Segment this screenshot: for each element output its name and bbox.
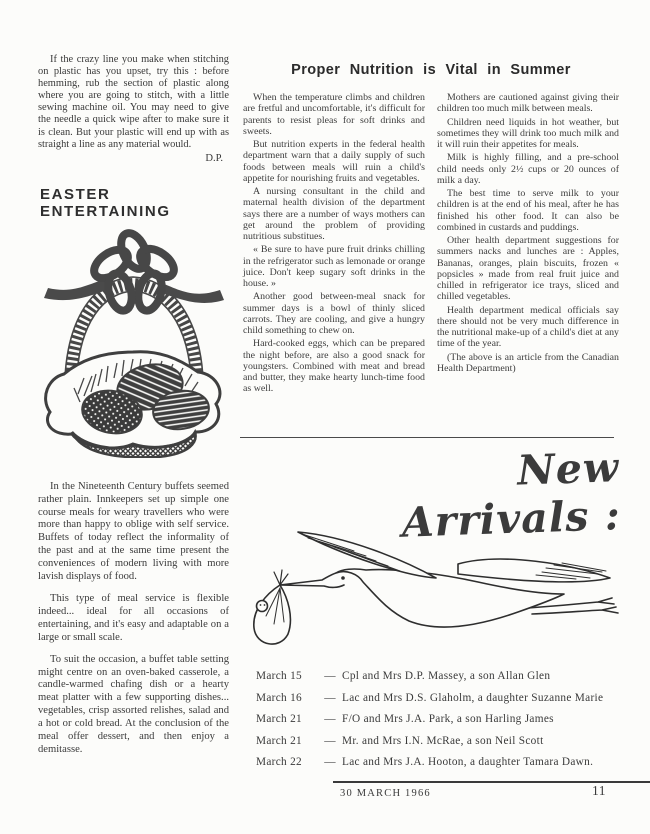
nutrition-article-title: Proper Nutrition is Vital in Summer xyxy=(291,62,571,78)
arrival-row xyxy=(256,752,626,774)
nutrition-paragraph: The best time to serve milk to your children is at the end of his meal, after he has finished his other food. It can also be combined in custards and puddings. xyxy=(437,188,619,233)
nutrition-paragraph: « Be sure to have pure fruit drinks chilling in the refrigerator such as lemonade or orange juice. Don't keep sugary soft drinks in the house. » xyxy=(243,244,425,289)
nutrition-paragraph: Hard-cooked eggs, which can be prepared the night before, are also a good snack for youngsters. Combined with meat and bread and butter, they make hearty lunch-time food as well. xyxy=(243,338,425,395)
arrival-text: Lac and Mrs D.S. Glaholm, a daughter Suzanne Marie xyxy=(342,691,604,704)
arrival-text: F/O and Mrs J.A. Park, a son Harling James xyxy=(342,713,554,725)
arrival-date: March 22 xyxy=(256,756,303,768)
nutrition-column-1 xyxy=(243,92,425,397)
arrival-text: Mr. and Mrs I.N. McRae, a son Neil Scott xyxy=(342,734,544,747)
arrival-row xyxy=(256,688,626,710)
arrival-date: March 15 xyxy=(256,670,303,682)
sewing-tip-paragraph: If the crazy line you make when stitching on plastic has you upset, try this : before hemming, rub the section of plastic along where you are going to stitch, with a little sewing machine oil. You may need to give the needle a quick wipe after to make sure it is clean. But your plastic will end up with as straight a line as any material would. xyxy=(38,54,229,150)
arrival-row xyxy=(256,666,626,688)
arrival-dash: — xyxy=(324,756,336,768)
new-arrivals-heading: New Arrivals : xyxy=(401,443,622,547)
page-number: 11 xyxy=(592,783,606,798)
arrival-row xyxy=(256,731,626,753)
arrival-dash: — xyxy=(324,691,336,704)
nutrition-paragraph: But nutrition experts in the federal health department warn that a daily supply of such foods between meals will ruin a child's appetite for nourishing fruits and vegetables. xyxy=(243,139,425,184)
nutrition-article xyxy=(243,62,619,397)
arrival-row xyxy=(256,709,626,731)
nutrition-paragraph: Another good between-meal snack for summer days is a bowl of thinly sliced carrots. They are cooling, and give a hungry child something to chew on. xyxy=(243,291,425,336)
arrival-dash: — xyxy=(324,734,336,747)
easter-entertaining-heading: EASTER ENTERTAINING xyxy=(40,185,171,220)
footer-date: 30 MARCH 1966 xyxy=(340,788,431,799)
arrival-date: March 21 xyxy=(256,713,303,725)
arrival-dash: — xyxy=(324,713,336,725)
easter-basket-icon xyxy=(38,226,229,458)
nutrition-paragraph: When the temperature climbs and children are fretful and uncomfortable, it's difficult for parents to resist pleas for soft drinks and sweets. xyxy=(243,92,425,137)
buffet-paragraph: To suit the occasion, a buffet table setting might centre on an oven-baked casserole, a candle-warmed chafing dish or a hearty meat platter with a few supporting dishes... vegetables, crisp assorted relishes, salad and a hot or cold bread. At the conclusion of the meal offer dessert, and then enjoy a demitasse. xyxy=(38,653,229,755)
nutrition-paragraph: A nursing consultant in the child and maternal health division of the department says there are a number of ways mothers can get around the problem of providing nutritious substitues. xyxy=(243,186,425,242)
arrival-date: March 21 xyxy=(256,734,303,747)
new-arrivals-list xyxy=(256,666,626,774)
stork-icon xyxy=(246,516,628,666)
buffet-article xyxy=(38,481,229,757)
sewing-tip-signature: D.P. xyxy=(205,152,223,164)
nutrition-paragraph: Milk is highly filling, and a pre-school child needs only 2½ cups or 20 ounces of milk a day. xyxy=(437,152,619,186)
arrival-text: Lac and Mrs J.A. Hooton, a daughter Tamara Dawn. xyxy=(342,756,594,768)
arrival-dash: — xyxy=(324,670,336,682)
nutrition-paragraph: Children need liquids in hot weather, but sometimes they will drink too much milk and it will ruin their appetites for meals. xyxy=(437,116,619,150)
buffet-paragraph: This type of meal service is flexible indeed... ideal for all occasions of entertaining, and it's easy and adaptable on a large or small scale. xyxy=(38,593,229,643)
arrival-date: March 16 xyxy=(256,691,303,704)
nutrition-column-2 xyxy=(437,92,619,397)
nutrition-paragraph: Mothers are cautioned against giving their children too much milk between meals. xyxy=(437,92,619,115)
stork-illustration xyxy=(246,516,628,671)
nutrition-paragraph: Other health department suggestions for summers nacks and lunches are : Apples, Bananas, oranges, plain biscuits, frozen « popsicles » made from real fruit juice and chilled in refrigerator ice trays, sliced and chilled vegetables. xyxy=(437,235,619,303)
nutrition-paragraph: Health department medical officials say there should not be very much difference in the nutritional make-up of a child's diet at any time of the year. xyxy=(437,304,619,350)
left-column xyxy=(38,54,229,766)
arrival-text: Cpl and Mrs D.P. Massey, a son Allan Glen xyxy=(342,670,551,682)
nutrition-columns xyxy=(243,92,619,397)
section-divider-rule xyxy=(240,437,614,438)
nutrition-paragraph: (The above is an article from the Canadian Health Department) xyxy=(437,351,619,374)
easter-basket-illustration xyxy=(38,226,229,463)
buffet-paragraph: In the Nineteenth Century buffets seemed rather plain. Innkeepers set up simple one course meals for weary travellers who were more than happy to oblige with self service. Buffets of today reflect the informality of the past and at the same time present the conveniences of modern living with more lavish displays of food. xyxy=(38,480,229,583)
